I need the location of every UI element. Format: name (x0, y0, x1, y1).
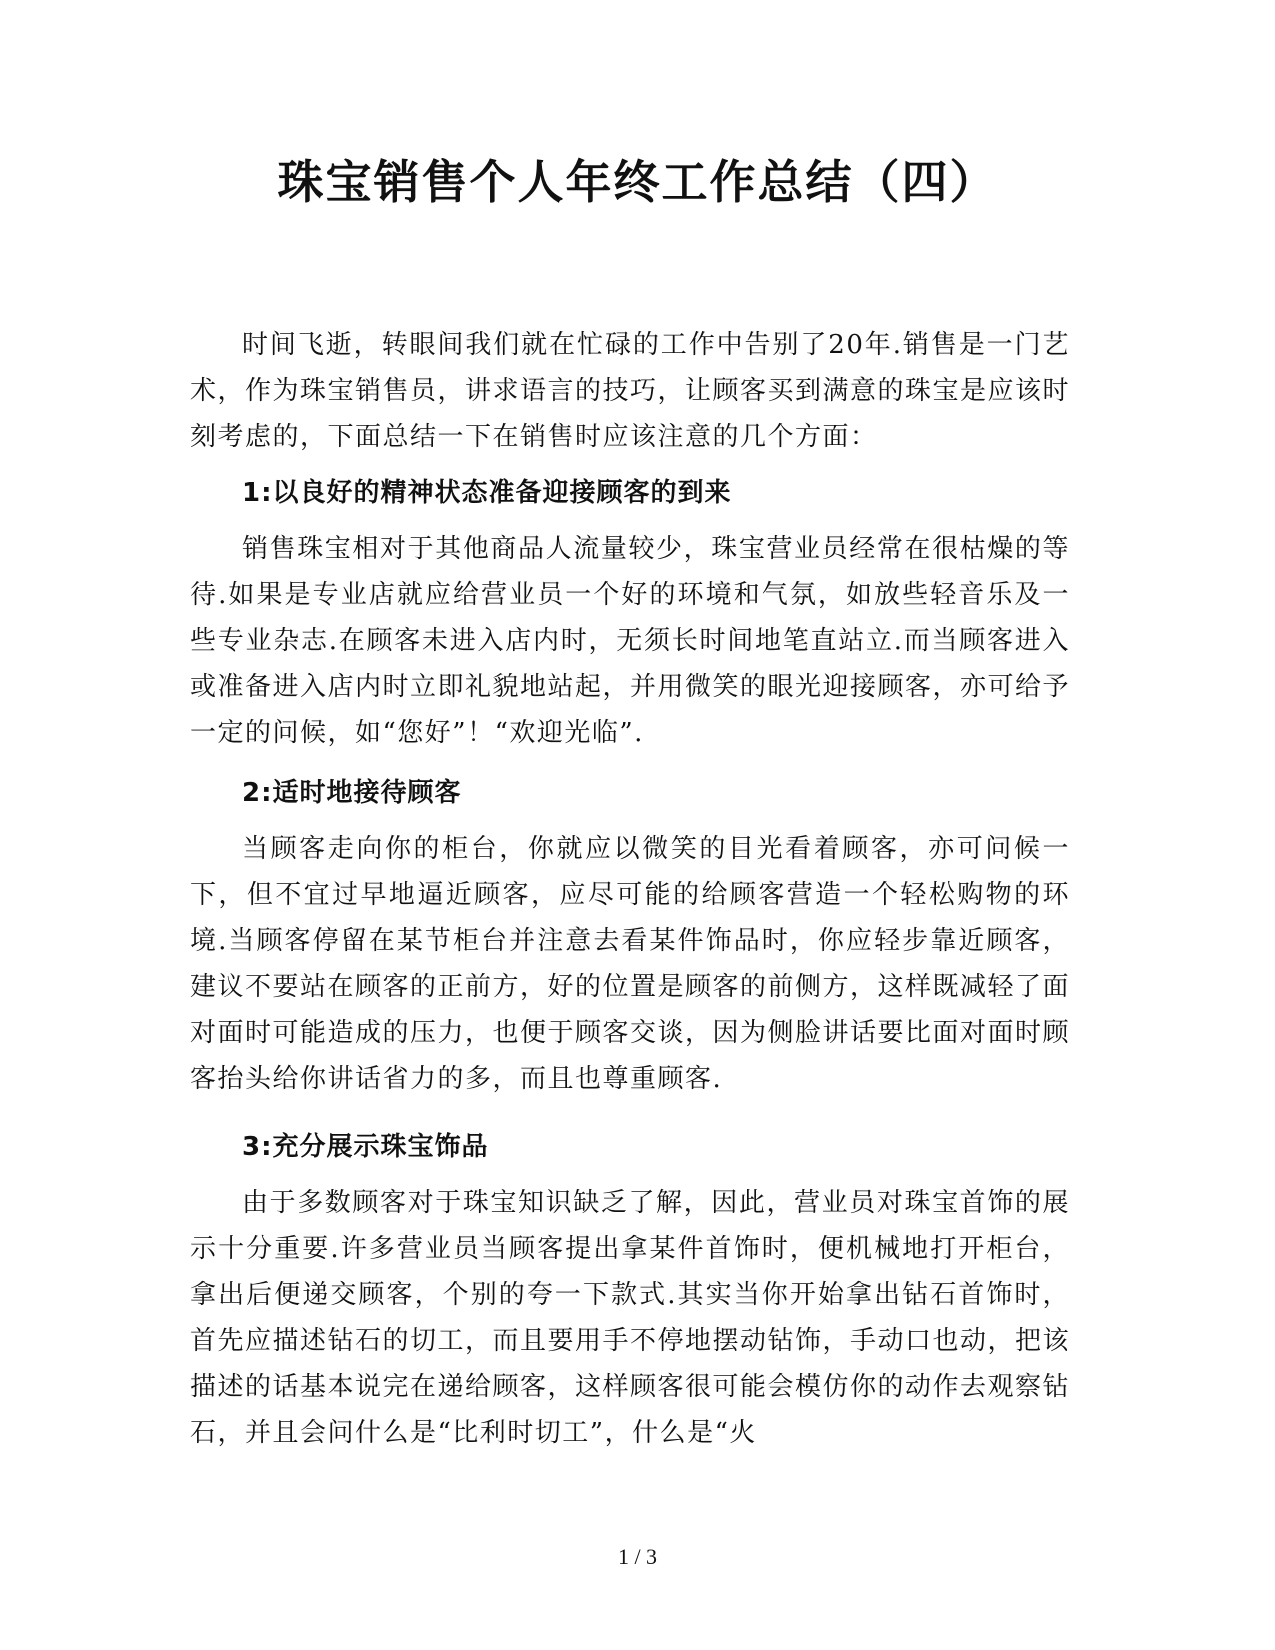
document-title: 珠宝销售个人年终工作总结（四） (277, 155, 998, 209)
section-heading-3: 3:充分展示珠宝饰品 (242, 1132, 489, 1162)
section-heading-2: 2:适时地接待顾客 (242, 778, 462, 808)
document-body (190, 322, 1070, 1456)
section-paragraph-2: 当顾客走向你的柜台，你就应以微笑的目光看着顾客，亦可问候一下，但不宜过早地逼近顾客，应尽可能的给顾客营造一个轻松购物的环境.当顾客停留在某节柜台并注意去看某件饰品时，你应轻步靠近顾客，建议不要站在顾客的正前方，好的位置是顾客的前侧方，这样既减轻了面对面时可能造成的压力，也便于顾客交谈，因为侧脸讲话要比面对面时顾客抬头给你讲话省力的多，而且也尊重顾客. (190, 834, 1071, 1094)
page-number: 1 / 3 (617, 1544, 658, 1569)
section-paragraph-1: 销售珠宝相对于其他商品人流量较少，珠宝营业员经常在很枯燥的等待.如果是专业店就应给营业员一个好的环境和气氛，如放些轻音乐及一些专业杂志.在顾客未进入店内时，无须长时间地笔直站立.而当顾客进入或准备进入店内时立即礼貌地站起，并用微笑的眼光迎接顾客，亦可给予一定的问候，如“您好”！“欢迎光临”. (190, 534, 1071, 748)
section-paragraph-3: 由于多数顾客对于珠宝知识缺乏了解，因此，营业员对珠宝首饰的展示十分重要.许多营业员当顾客提出拿某件首饰时，便机械地打开柜台，拿出后便递交顾客，个别的夸一下款式.其实当你开始拿出钻石首饰时，首先应描述钻石的切工，而且要用手不停地摆动钻饰，手动口也动，把该描述的话基本说完在递给顾客，这样顾客很可能会模仿你的动作去观察钻石，并且会问什么是“比利时切工”，什么是“火 (190, 1188, 1071, 1448)
section-heading-1: 1:以良好的精神状态准备迎接顾客的到来 (242, 478, 732, 508)
intro-paragraph: 时间飞逝，转眼间我们就在忙碌的工作中告别了20年.销售是一门艺术，作为珠宝销售员，讲求语言的技巧，让顾客买到满意的珠宝是应该时刻考虑的，下面总结一下在销售时应该注意的几个方面： (190, 330, 1071, 452)
